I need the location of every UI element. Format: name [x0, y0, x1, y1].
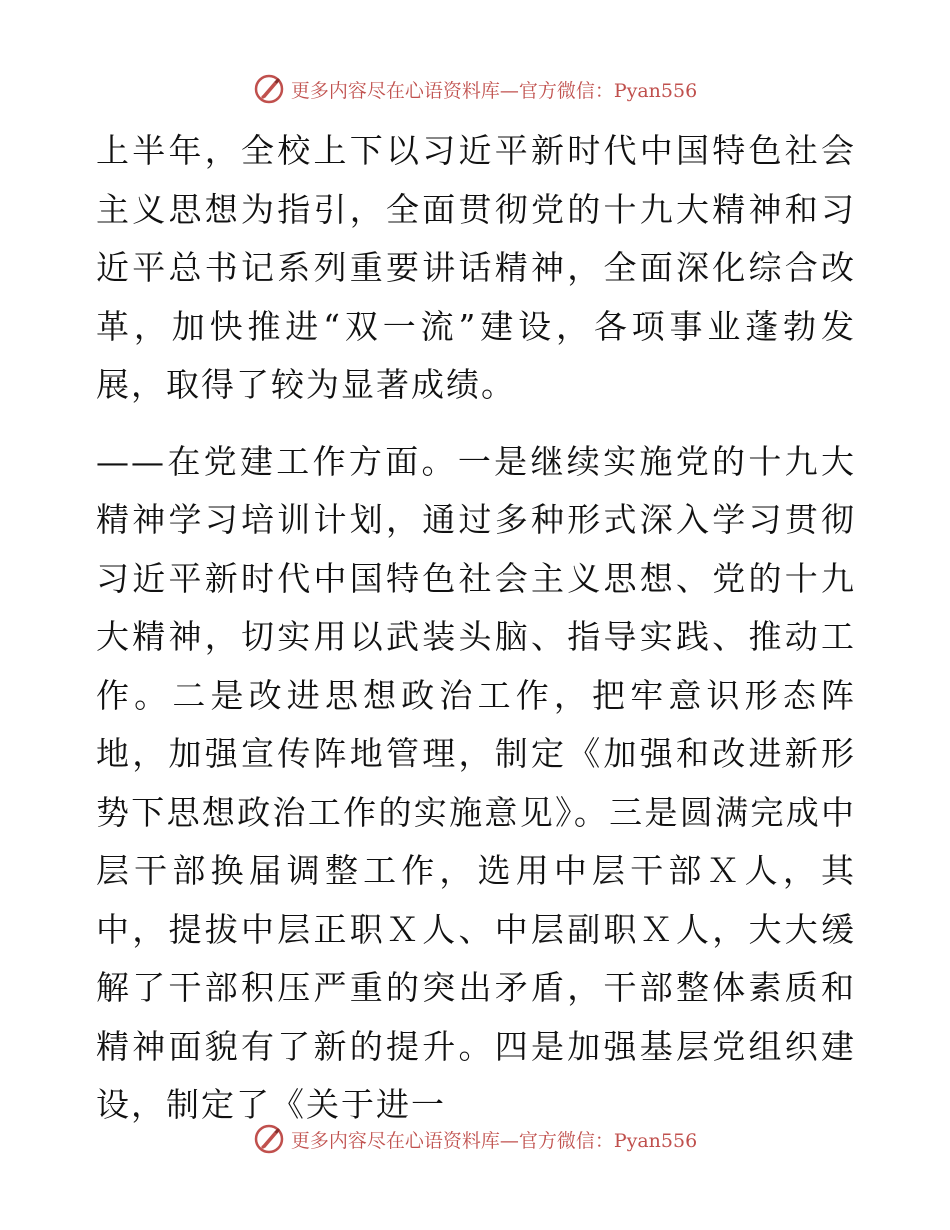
paragraph-summary: 上半年，全校上下以习近平新时代中国特色社会主义思想为指引，全面贯彻党的十九大精神和习近平总书记系列重要讲话精神，全面深化综合改革，加快推进“双一流”建设，各项事业蓬勃发展，取得了较为显著成绩。 — [96, 131, 856, 404]
quill-pen-icon — [253, 73, 285, 105]
page-header — [0, 72, 950, 106]
header-banner-text: 更多内容尽在心语资料库—官方微信：Pyan556 — [290, 79, 698, 102]
quill-pen-icon — [253, 1123, 285, 1155]
paragraph-party-building: ——在党建工作方面。一是继续实施党的十九大精神学习培训计划，通过多种形式深入学习贯彻习近平新时代中国特色社会主义思想、党的十九大精神，切实用以武装头脑、指导实践、推动工作。二是改进思想政治工作，把牢意识形态阵地，加强宣传阵地管理，制定《加强和改进新形势下思想政治工作的实施意见》。三是圆满完成中层干部换届调整工作，选用中层干部Ｘ人，其中，提拔中层正职Ｘ人、中层副职Ｘ人，大大缓解了干部积压严重的突出矛盾，干部整体素质和精神面貌有了新的提升。四是加强基层党组织建设，制定了《关于进一 — [96, 441, 856, 1124]
footer-banner — [253, 1123, 697, 1155]
document-body — [96, 122, 856, 1135]
header-banner — [253, 73, 697, 105]
page-footer — [0, 1122, 950, 1156]
footer-banner-text: 更多内容尽在心语资料库—官方微信：Pyan556 — [290, 1129, 698, 1152]
